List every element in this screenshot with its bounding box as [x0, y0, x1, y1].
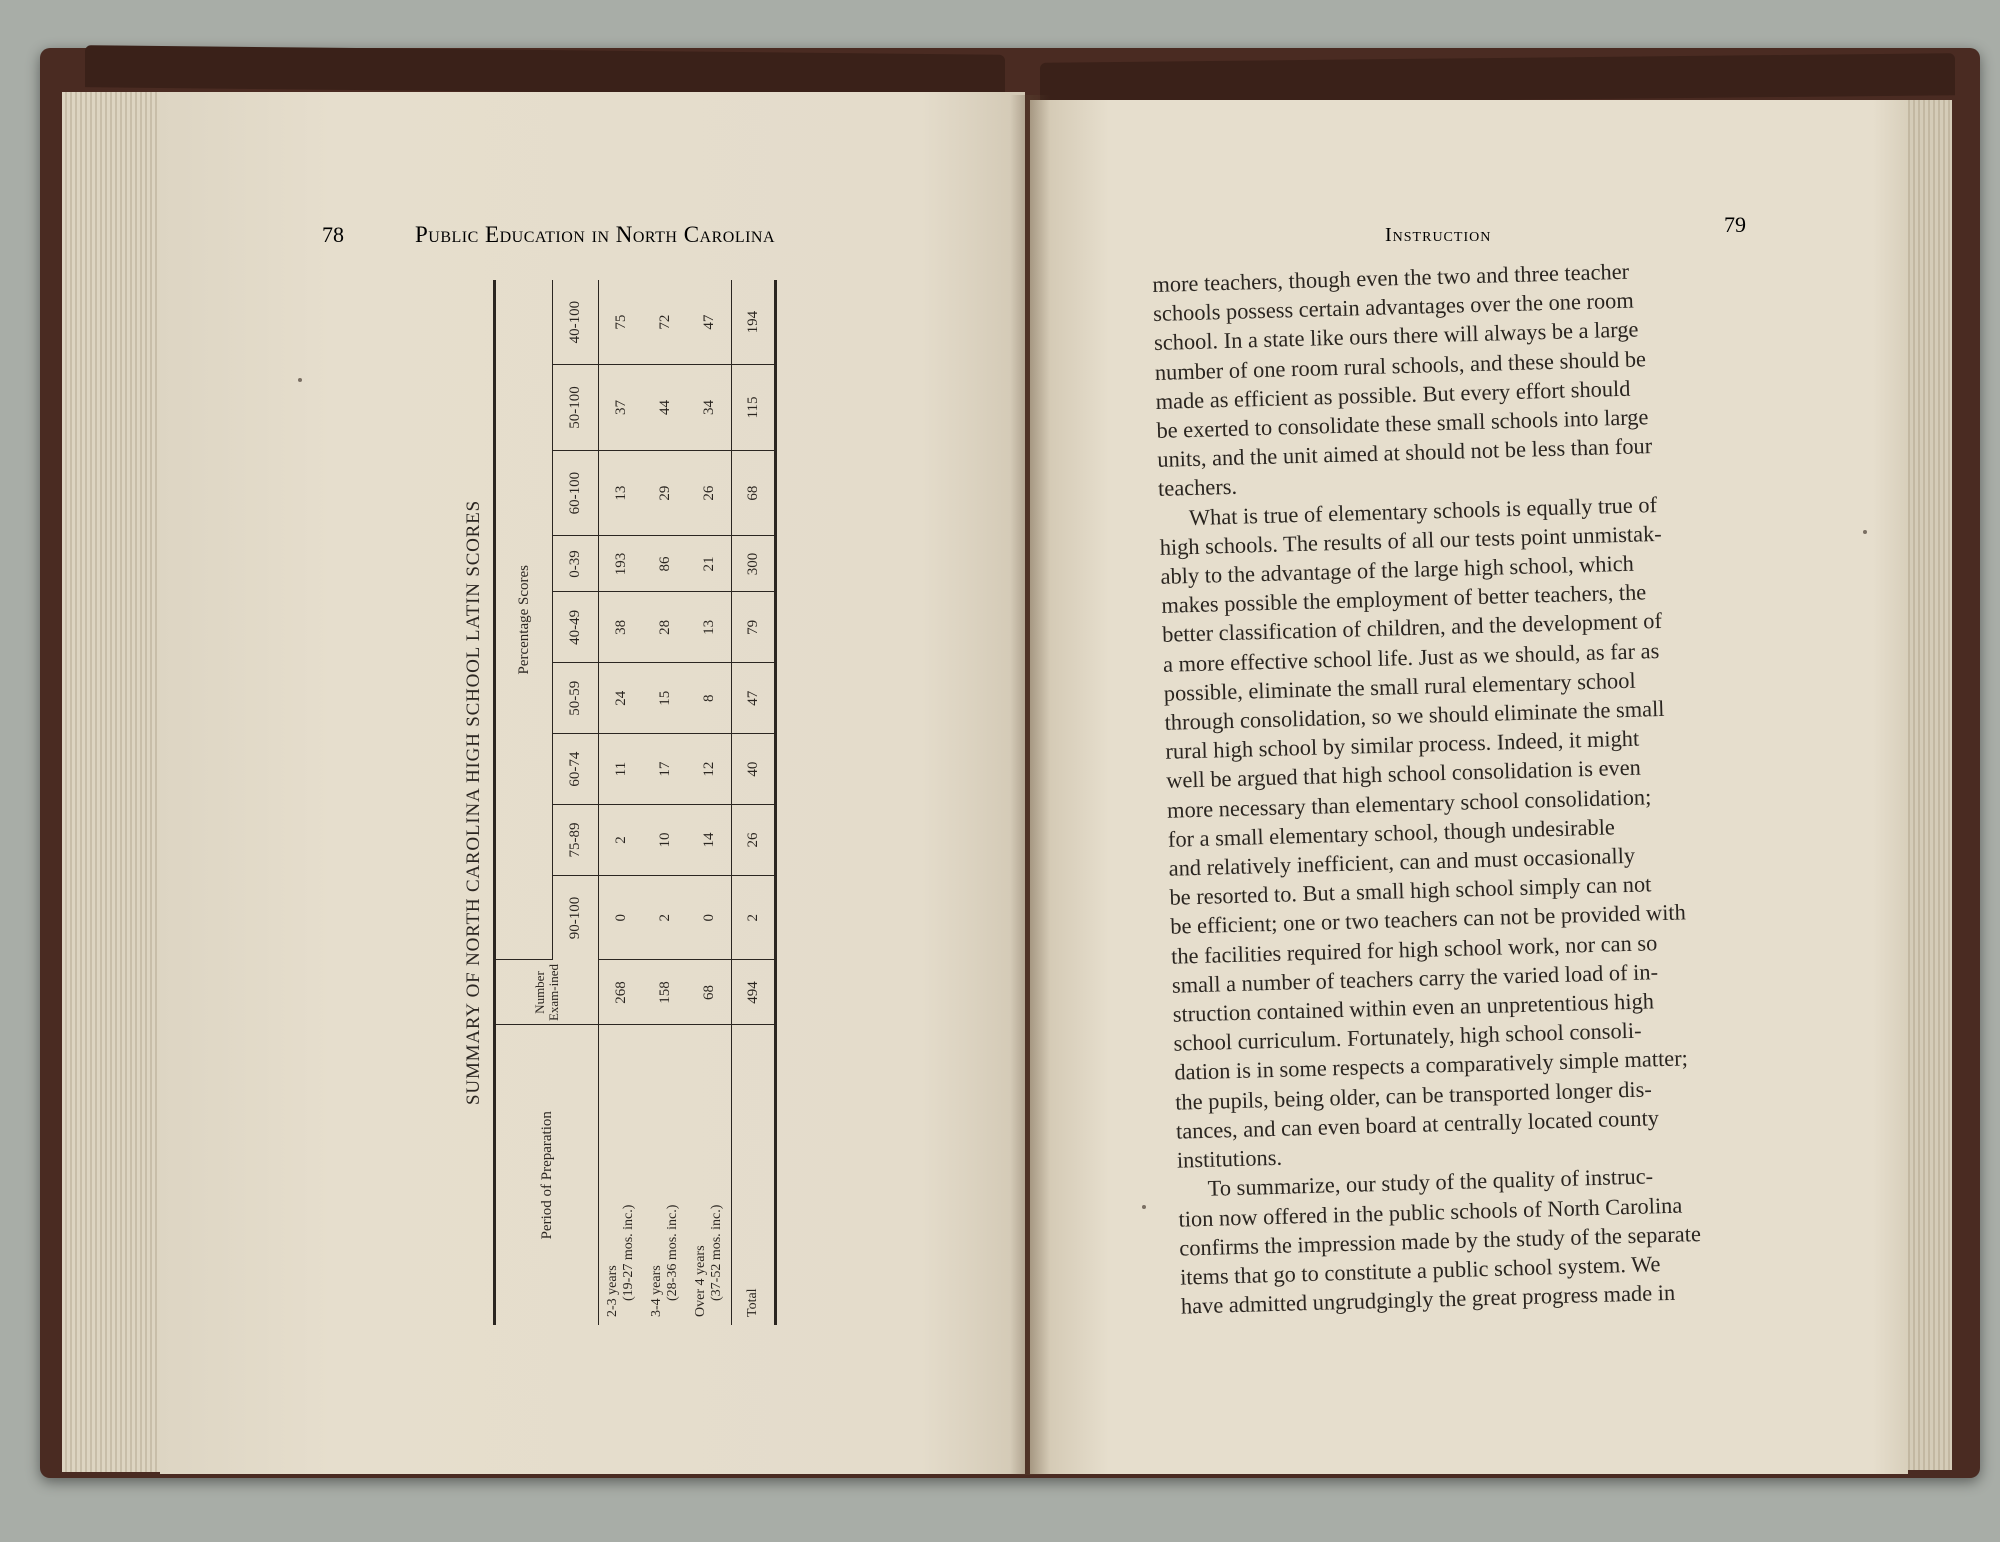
score-cell: 13: [599, 450, 644, 536]
score-cell: 26: [687, 450, 732, 536]
row-label-main: Over 4 years: [693, 1245, 708, 1317]
row-label: [732, 1025, 776, 1325]
score-cell: 193: [599, 536, 644, 592]
text-line: be exerted to consolidate these small schools into large: [1156, 404, 1649, 443]
table-row: [687, 280, 732, 1325]
row-label: [687, 1025, 732, 1325]
text-line: What is true of elementary schools is equally true of: [1188, 491, 1658, 530]
text-line: for a small elementary school, though undesirable: [1167, 814, 1616, 852]
text-line: more teachers, though even the two and three teacher: [1152, 258, 1630, 297]
body-text: [1152, 253, 1803, 1321]
score-cell: 8: [687, 663, 732, 734]
paragraph-1: [1152, 253, 1780, 504]
text-line: rural high school by similar process. Indeed, it might: [1165, 725, 1640, 765]
text-line: and relatively inefficient, can and must occasionally: [1168, 842, 1636, 881]
header-score-range: 40-49: [553, 592, 599, 663]
score-cell: 2: [599, 805, 644, 876]
score-cell: 72: [643, 280, 687, 365]
score-cell: 115: [732, 365, 776, 451]
score-cell: 194: [732, 280, 776, 365]
score-cell: 300: [732, 536, 776, 592]
text-line: the pupils, being older, can be transported longer dis-: [1174, 1076, 1653, 1115]
score-cell: 11: [599, 734, 644, 805]
number-examined-cell: 68: [687, 960, 732, 1025]
text-line: the facilities required for high school work, nor can so: [1170, 929, 1658, 969]
row-label-sub: (37-52 mos. inc.): [709, 1204, 724, 1301]
text-line: struction contained within even an unpretentious high: [1172, 988, 1655, 1027]
number-examined-cell: 494: [732, 960, 776, 1025]
score-cell: 10: [643, 805, 687, 876]
latin-scores-table: [455, 280, 761, 1325]
text-line: tion now offered in the public schools of North Carolina: [1178, 1192, 1683, 1232]
text-line: teachers.: [1157, 474, 1238, 502]
text-line: be efficient; one or two teachers can not be provided with: [1169, 899, 1687, 940]
text-line: number of one room rural schools, and these should be: [1154, 345, 1647, 385]
header-score-range: 60-100: [553, 450, 599, 536]
text-line: through consolidation, so we should eliminate the small: [1164, 695, 1665, 735]
score-cell: 29: [643, 450, 687, 536]
header-score-range: 60-74: [553, 734, 599, 805]
header-number-examined: Number Exam-ined: [496, 960, 599, 1025]
score-cell: 15: [643, 663, 687, 734]
scores-table: [496, 280, 777, 1325]
text-line: have admitted ungrudgingly the great progress made in: [1180, 1279, 1676, 1319]
text-line: a more effective school life. Just as we should, as far as: [1162, 637, 1660, 677]
table-row: [599, 280, 644, 1325]
score-cell: 75: [599, 280, 644, 365]
page-edges-left: [62, 92, 172, 1472]
table-title: SUMMARY OF NORTH CAROLINA HIGH SCHOOL LATIN SCORES: [455, 280, 496, 1325]
number-examined-cell: 268: [599, 960, 644, 1025]
header-score-range: 50-59: [553, 663, 599, 734]
score-cell: 2: [643, 875, 687, 960]
score-cell: 2: [732, 875, 776, 960]
text-line: well be argued that high school consolidation is even: [1165, 755, 1642, 794]
text-line: more necessary than elementary school consolidation;: [1166, 783, 1652, 823]
text-line: school. In a state like ours there will always be a large: [1153, 316, 1639, 356]
row-label-sub: (28-36 mos. inc.): [665, 1204, 680, 1301]
paper-spot: [1863, 530, 1867, 534]
score-cell: 14: [687, 805, 732, 876]
score-cell: 0: [599, 875, 644, 960]
score-cell: 24: [599, 663, 644, 734]
score-cell: 17: [643, 734, 687, 805]
score-cell: 21: [687, 536, 732, 592]
score-cell: 26: [732, 805, 776, 876]
text-line: ably to the advantage of the large high school, which: [1160, 550, 1635, 589]
text-line: better classification of children, and the development of: [1161, 608, 1663, 648]
paragraph-3: [1177, 1158, 1803, 1321]
table-row: [732, 280, 776, 1325]
score-cell: 38: [599, 592, 644, 663]
text-line: To summarize, our study of the quality of instruc-: [1207, 1163, 1654, 1202]
text-line: high schools. The results of all our tests point unmistak-: [1159, 520, 1662, 560]
row-label-main: 3-4 years: [649, 1265, 664, 1317]
text-line: items that go to constitute a public school system. We: [1179, 1251, 1661, 1290]
header-period: Period of Preparation: [496, 1025, 599, 1325]
text-line: makes possible the employment of better teachers, the: [1161, 579, 1647, 619]
header-score-range: 90-100: [553, 875, 599, 960]
paper-spot: [1142, 1205, 1146, 1209]
running-head-right: Instruction: [1385, 224, 1492, 246]
score-cell: 68: [732, 450, 776, 536]
score-cell: 0: [687, 875, 732, 960]
text-line: schools possess certain advantages over the one room: [1152, 287, 1635, 327]
header-score-range: 50-100: [553, 365, 599, 451]
score-cell: 79: [732, 592, 776, 663]
row-label-sub: (19-27 mos. inc.): [621, 1204, 636, 1301]
header-score-range: 40-100: [553, 280, 599, 365]
score-cell: 28: [643, 592, 687, 663]
row-label: [643, 1025, 687, 1325]
number-examined-cell: 158: [643, 960, 687, 1025]
table-row: [643, 280, 687, 1325]
paragraph-2: [1159, 486, 1800, 1175]
text-line: units, and the unit aimed at should not be less than four: [1156, 433, 1653, 473]
text-line: tances, and can even board at centrally located county: [1175, 1105, 1660, 1144]
text-line: institutions.: [1176, 1144, 1283, 1173]
score-cell: 47: [732, 663, 776, 734]
row-label-main: Total: [745, 1288, 760, 1317]
score-cell: 37: [599, 365, 644, 451]
score-cell: 13: [687, 592, 732, 663]
text-line: small a number of teachers carry the varied load of in-: [1171, 959, 1659, 998]
text-line: confirms the impression made by the study of the separate: [1178, 1220, 1702, 1261]
header-score-range: 0-39: [553, 536, 599, 592]
score-cell: 40: [732, 734, 776, 805]
score-cell: 86: [643, 536, 687, 592]
paper-spot: [298, 378, 302, 382]
page-number-right: 79: [1724, 212, 1746, 237]
score-cell: 12: [687, 734, 732, 805]
text-line: dation is in some respects a comparatively simple matter;: [1174, 1045, 1689, 1086]
page-number-left: 78: [322, 222, 344, 247]
text-line: possible, eliminate the small rural elementary school: [1163, 667, 1636, 706]
score-cell: 47: [687, 280, 732, 365]
book-gutter: [1010, 95, 1050, 1475]
text-line: be resorted to. But a small high school simply can not: [1169, 871, 1652, 911]
row-label: [599, 1025, 644, 1325]
text-line: school curriculum. Fortunately, high school consoli-: [1173, 1017, 1642, 1056]
header-percentage-scores: Percentage Scores: [496, 280, 553, 960]
running-head-left: Public Education in North Carolina: [415, 222, 776, 247]
text-line: made as efficient as possible. But every effort should: [1155, 375, 1631, 414]
score-cell: 44: [643, 365, 687, 451]
row-label-main: 2-3 years: [605, 1265, 620, 1317]
header-score-range: 75-89: [553, 805, 599, 876]
score-cell: 34: [687, 365, 732, 451]
